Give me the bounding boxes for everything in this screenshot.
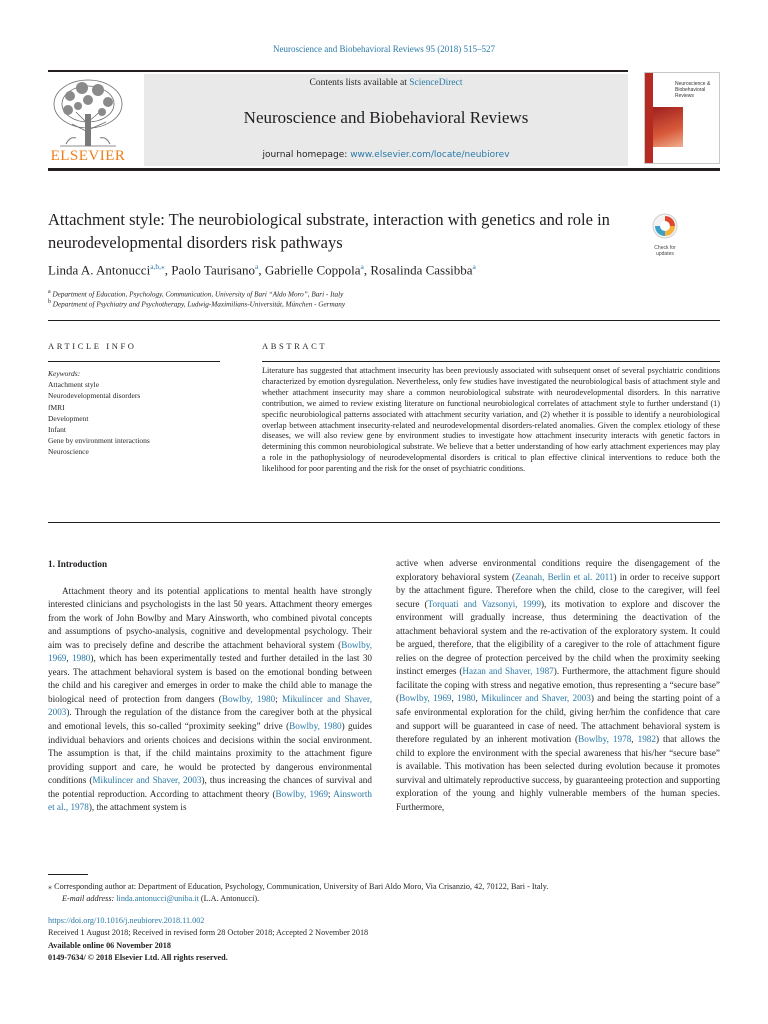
running-head[interactable]: Neuroscience and Biobehavioral Reviews 95 (2018) 515–527 (273, 44, 495, 54)
keywords-label: Keywords: (48, 369, 81, 378)
citation-link[interactable]: 1982 (637, 734, 656, 745)
body-text-run: ; (327, 788, 334, 799)
journal-title: Neuroscience and Biobehavioral Reviews (243, 108, 529, 127)
citation-link[interactable]: Bowlby, 1969 (48, 639, 372, 664)
author-affil-sup[interactable]: a (254, 262, 259, 271)
keyword-item: Gene by environment interactions (48, 436, 150, 446)
author-list: Linda A. Antonucci$^{a,b,⁎}$, Paolo Taurisano$^a$, Gabrielle Coppola$^a$, Rosalinda Cassibba$^a$ (48, 262, 476, 278)
homepage-prefix: journal homepage: (262, 150, 351, 160)
intro-paragraph-continued (396, 557, 720, 814)
body-text-run: , (475, 693, 482, 704)
body-text-run: Attachment theory and its potential applications to mental health have strongly interested clinicians and psychologists in the last 50 years. Attachment theory emerges from the work of John Bowlby and Mary Ainsworth, who combined pivotal concepts and assumptions of psycho-analysis, cognitive and developmental psychology. Their aim was to precisely define and describe the attachment behavioral system ( (48, 585, 372, 650)
affiliation-text: Department of Education, Psychology, Communication, University of Bari “Aldo Moro”, Bari - Italy (52, 290, 344, 299)
available-online: Available online 06 November 2018 (48, 940, 171, 950)
elsevier-logo-text[interactable]: ELSEVIER (50, 148, 126, 164)
email-suffix: (L.A. Antonucci). (198, 894, 260, 903)
crossmark-badge[interactable] (645, 213, 685, 257)
body-text-run: ) guides individual behaviors and orients choices and decisions within the social environment. The assumption is that, if the child maintains proximity to the attachment figure providing support and care, he would be protected by dangerous environmental conditions ( (48, 721, 373, 786)
contents-available-line (144, 78, 628, 88)
citation-link[interactable]: Mikulincer and Shaver, 2003 (48, 693, 372, 718)
body-text-run: , (631, 734, 638, 745)
body-text-run: active when adverse environmental conditions require the disengagement of the exploratory behavioral system ( (396, 558, 720, 582)
body-text-run: ). Through the regulation of the distance from the caregiver both at the physical and emotional levels, this so-called “proximity seeking” drive ( (48, 707, 372, 732)
citation-link[interactable]: Ainsworth et al., 1978 (48, 788, 372, 813)
email-label: E-mail address: (62, 894, 115, 903)
footnote-text: Corresponding author at: Department of Education, Psychology, Communication, University of Bari Aldo Moro, Via Crisanzio, 42, 70122, Bari - Italy. (52, 882, 549, 891)
citation-link[interactable]: Bowlby, 1980 (221, 693, 276, 704)
affiliation-marker: a (48, 289, 51, 295)
journal-cover-thumbnail[interactable] (644, 72, 720, 164)
keyword-item: Development (48, 413, 89, 423)
affiliation-a (48, 289, 343, 298)
body-text-run: ). Furthermore, the attachment figure should facilitate the coping with stress and negative emotion, thus representing a “secure base” ( (396, 666, 720, 704)
journal-homepage-line (144, 150, 628, 160)
citation-link[interactable]: Mikulincer and Shaver, 2003 (481, 693, 591, 704)
citation-link[interactable]: Torquati and Vazsonyi, 1999 (427, 598, 541, 609)
citation-link[interactable]: Mikulincer and Shaver, 2003 (92, 775, 202, 786)
body-text-run: ; (275, 693, 283, 704)
keyword-item: fMRI (48, 402, 65, 412)
author-name[interactable]: Rosalinda Cassibba (370, 262, 473, 278)
author-name[interactable]: Paolo Taurisano (171, 262, 255, 278)
body-text-run: ) that allows the child to explore the environment with the special awareness that his/her “secure base” is available. This motivation has been selected during evolution because it promotes survival and ultimately reproductive success, by guaranteeing protection and supporting exploration of the young and highly vulnerable members of the human species. Furthermore, (396, 734, 720, 812)
footnote-rule (48, 874, 88, 875)
keyword-item: Neuroscience (48, 447, 89, 457)
header-bottom-rule (48, 168, 720, 171)
citation-link[interactable]: Bowlby, 1978 (578, 734, 632, 745)
abstract-text: Literature has suggested that attachment insecurity has been previously associated with subsequent onset of several psychiatric conditions characterized by emotion dysregulation. Nevertheless, only few studies have investigated the neurobiological basis of attachment style and whether attachment insecurity may share a common neurobiological substrate with neurodevelopmental disorders. In this narrative contribution, we aimed to review existing literature on functional neurobiological correlates of attachment style to further understand (1) specific neurobiological patterns associated with attachment security variation, and (2) whether it is possible to identify a neurobiological overlap between attachment insecurity-related and neurodevelopmental disorders-related anomalies. Given the complex etiology of these diseases, we will also review gene by environment studies to investigate how attachment insecurity interacts with genetic factors in determining this common neurobiological substrate. We believe that a better understanding of how early attachment experiences may play a role in the pathophysiology of neurodevelopmental disorders is critical to plan effective clinical interventions to reduce both the likelihood for poor parenting and the risk for the onset of psychiatric conditions. (262, 366, 720, 474)
header-top-rule (48, 70, 628, 72)
crossmark-label: Check for updates (654, 245, 676, 257)
email-link[interactable]: linda.antonucci@uniba.it (116, 894, 199, 903)
sciencedirect-link[interactable]: ScienceDirect (409, 78, 463, 88)
keyword-item: Infant (48, 425, 66, 435)
article-info-heading: ARTICLE INFO (48, 341, 137, 351)
contents-prefix: Contents lists available at (309, 78, 410, 88)
citation-link[interactable]: Zeanah, Berlin et al. 2011 (515, 571, 614, 582)
body-text-run: ), its motivation to explore and discover the environment will gradually increase, thus determining the deactivation of the attachment behavioral system and the re-activation of the exploratory system. It could be argued, therefore, that the eligibility of a caregiver to the role of attachment figure relies on the degree of protection perceived by the child when the proximity seeking instinct emerges ( (396, 598, 721, 677)
citation-link[interactable]: 1980 (457, 693, 476, 704)
body-text-run: ) and being the starting point of a safe environmental exploration for the child, giving her/him the confidence that care and support will be guaranteed in case of need. The attachment behavioral system is therefore regulated by an inherent motivation ( (396, 693, 721, 745)
body-text-run: ), which has been experimentally tested and further detailed in the last 30 years. The attachment behavioral system is based on the emotional bonding between the child and his caregiver and emerges in order to make the child able to manage the biological need of protection from dangers ( (48, 653, 373, 704)
doi-link[interactable]: https://doi.org/10.1016/j.neubiorev.2018.11.002 (48, 916, 205, 925)
abstract-rule (262, 361, 720, 362)
affiliation-text: Department of Psychiatry and Psychotherapy, Ludwig-Maximilians-Universität, München - Germany (52, 300, 346, 309)
corresponding-author-footnote (48, 881, 720, 905)
intro-paragraph-1 (48, 585, 372, 815)
affiliation-b (48, 299, 345, 308)
keywords-list (48, 368, 150, 458)
abstract-separator (48, 522, 720, 523)
cover-color-strip (645, 73, 653, 164)
keyword-item: Neurodevelopmental disorders (48, 391, 141, 401)
body-text-run: , (451, 693, 458, 704)
citation-link[interactable]: Bowlby, 1980 (289, 721, 342, 732)
citation-link[interactable]: 1980 (72, 653, 91, 664)
copyright-line: 0149-7634/ © 2018 Elsevier Ltd. All rights reserved. (48, 952, 228, 962)
author-name[interactable]: Gabrielle Coppola (264, 262, 361, 278)
author-affil-sup[interactable]: a,b,⁎ (150, 262, 165, 271)
body-text-run: ), the attachment system is (88, 802, 187, 813)
homepage-link[interactable]: www.elsevier.com/locate/neubiorev (350, 150, 510, 160)
author-name[interactable]: Linda A. Antonucci (48, 262, 151, 278)
citation-link[interactable]: Hazan and Shaver, 1987 (462, 666, 554, 677)
section-heading-introduction: 1. Introduction (48, 559, 108, 569)
article-info-rule (48, 361, 220, 362)
body-column-left (48, 558, 372, 815)
publication-info (48, 915, 720, 964)
body-text-run: ), thus increasing the chances of survival and the potential reproduction. According to attachment theory ( (48, 775, 372, 799)
footnote-marker: ⁎ (48, 882, 53, 891)
abstract-heading: ABSTRACT (262, 341, 328, 351)
body-text-run: , (66, 653, 73, 664)
citation-link[interactable]: Bowlby, 1969 (275, 788, 328, 799)
received-dates: Received 1 August 2018; Received in revised form 28 October 2018; Accepted 2 November 2018 (48, 928, 369, 938)
article-title: Attachment style: The neurobiological substrate, interaction with genetics and role in neurodevelopmental disorders risk pathways (48, 210, 610, 252)
cover-title: Neuroscience & Biobehavioral Reviews (675, 81, 711, 99)
author-affil-sup[interactable]: a (360, 262, 364, 271)
body-column-right (396, 557, 720, 814)
citation-link[interactable]: Bowlby, 1969 (399, 693, 452, 704)
body-text-run: ) in order to receive support by the attachment figure. Therefore when the child, close to the caregiver, will feel secure ( (396, 571, 721, 609)
author-affil-sup[interactable]: a (472, 262, 476, 271)
keyword-item: Attachment style (48, 380, 100, 390)
crossmark-icon (652, 213, 678, 239)
cover-image (653, 107, 683, 147)
affiliation-marker: b (48, 299, 51, 305)
affiliation-separator (48, 320, 720, 321)
